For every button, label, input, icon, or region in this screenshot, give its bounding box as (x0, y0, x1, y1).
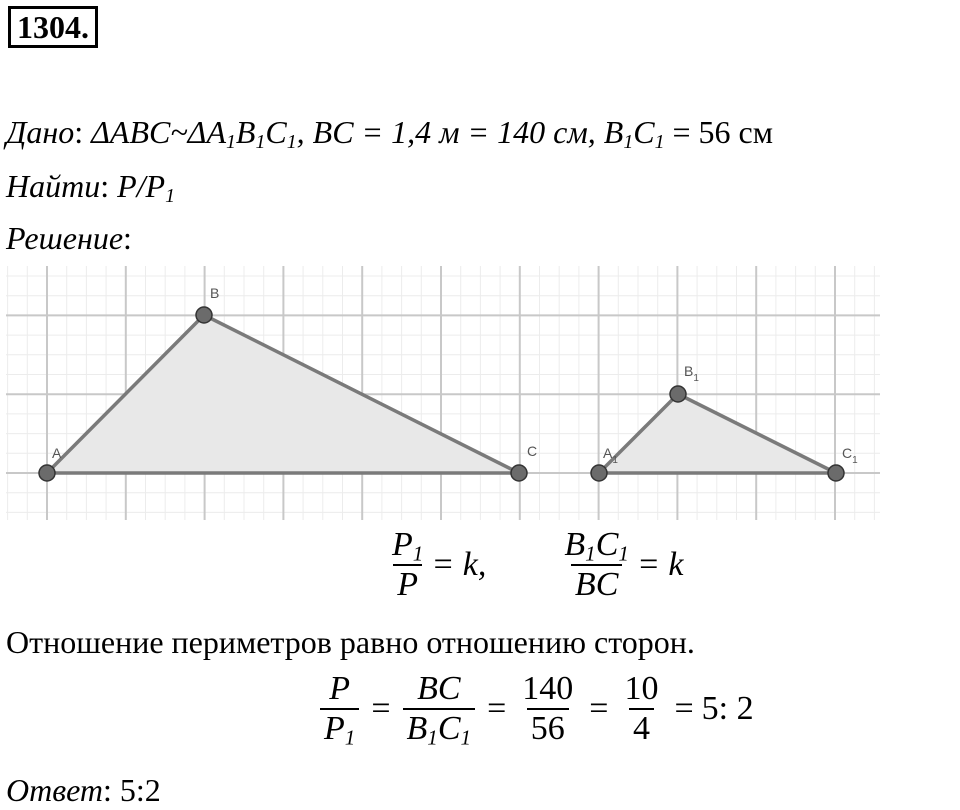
problem-number: 1304. (8, 6, 98, 48)
point-c1 (828, 465, 844, 481)
point-b (196, 307, 212, 323)
frac-b1c1-bc: $\frac{B_1C_1}{BC}$ (564, 526, 629, 603)
frac-140-56: $\frac{140}{56}$ (522, 670, 574, 747)
find-label: Найти (6, 168, 101, 204)
find-expr: P/P (117, 168, 166, 204)
given-similarity: $\Delta ABC\sim\Delta A_1B_1C_1$ (91, 114, 297, 153)
label-c: C (527, 443, 538, 459)
frac-p1-p: $\frac{P_1}{P}$ (392, 526, 424, 603)
point-a (39, 465, 55, 481)
triangles-figure (6, 266, 880, 520)
point-a1 (591, 465, 607, 481)
solution-label: Решение: (6, 220, 132, 256)
given-line: Дано: $\Delta ABC\sim\Delta A_1B_1C_1$, BC = 1,4 м = 140 см, $B_1C_1 = 56$ см (6, 114, 773, 153)
frac-p-p1: $\frac{P}{P_1}$ (320, 670, 359, 748)
statement: Отношение периметров равно отношению сторон. (6, 624, 695, 660)
label-a: A (52, 445, 62, 461)
formula-computation: $\frac{P}{P_1}$ = $\frac{BC}{B_1C_1}$ = $\frac{140}{56}$ = $\frac{10}{4}$ = 5: 2 (316, 670, 754, 748)
result: 5: 2 (701, 690, 754, 727)
answer-label: Ответ (6, 772, 103, 808)
eq-k1: = k, (431, 546, 487, 583)
eq-k2: = k (636, 546, 684, 583)
formula-ratio-k (384, 526, 683, 604)
given-bc: , BC = 1,4 м = 140 см, B (296, 114, 624, 150)
label-b1: $B_1$ (684, 363, 699, 384)
point-b1 (670, 386, 686, 402)
frac-bc-b1c1: $\frac{BC}{B_1C_1}$ (403, 670, 476, 748)
given-label: Дано (6, 114, 75, 150)
label-b: B (210, 285, 220, 301)
label-c1: $C_1$ (842, 445, 858, 466)
given-colon: : (74, 114, 84, 150)
frac-10-4: $\frac{10}{4}$ (624, 670, 659, 747)
label-a1: $A_1$ (603, 445, 618, 466)
given-tail: = 56 см (664, 114, 773, 150)
answer-value: 5:2 (111, 772, 161, 808)
point-c (511, 465, 527, 481)
find-line: Найти: $P/P_1$ (6, 168, 176, 207)
answer-line: Ответ: 5:2 (6, 772, 161, 808)
